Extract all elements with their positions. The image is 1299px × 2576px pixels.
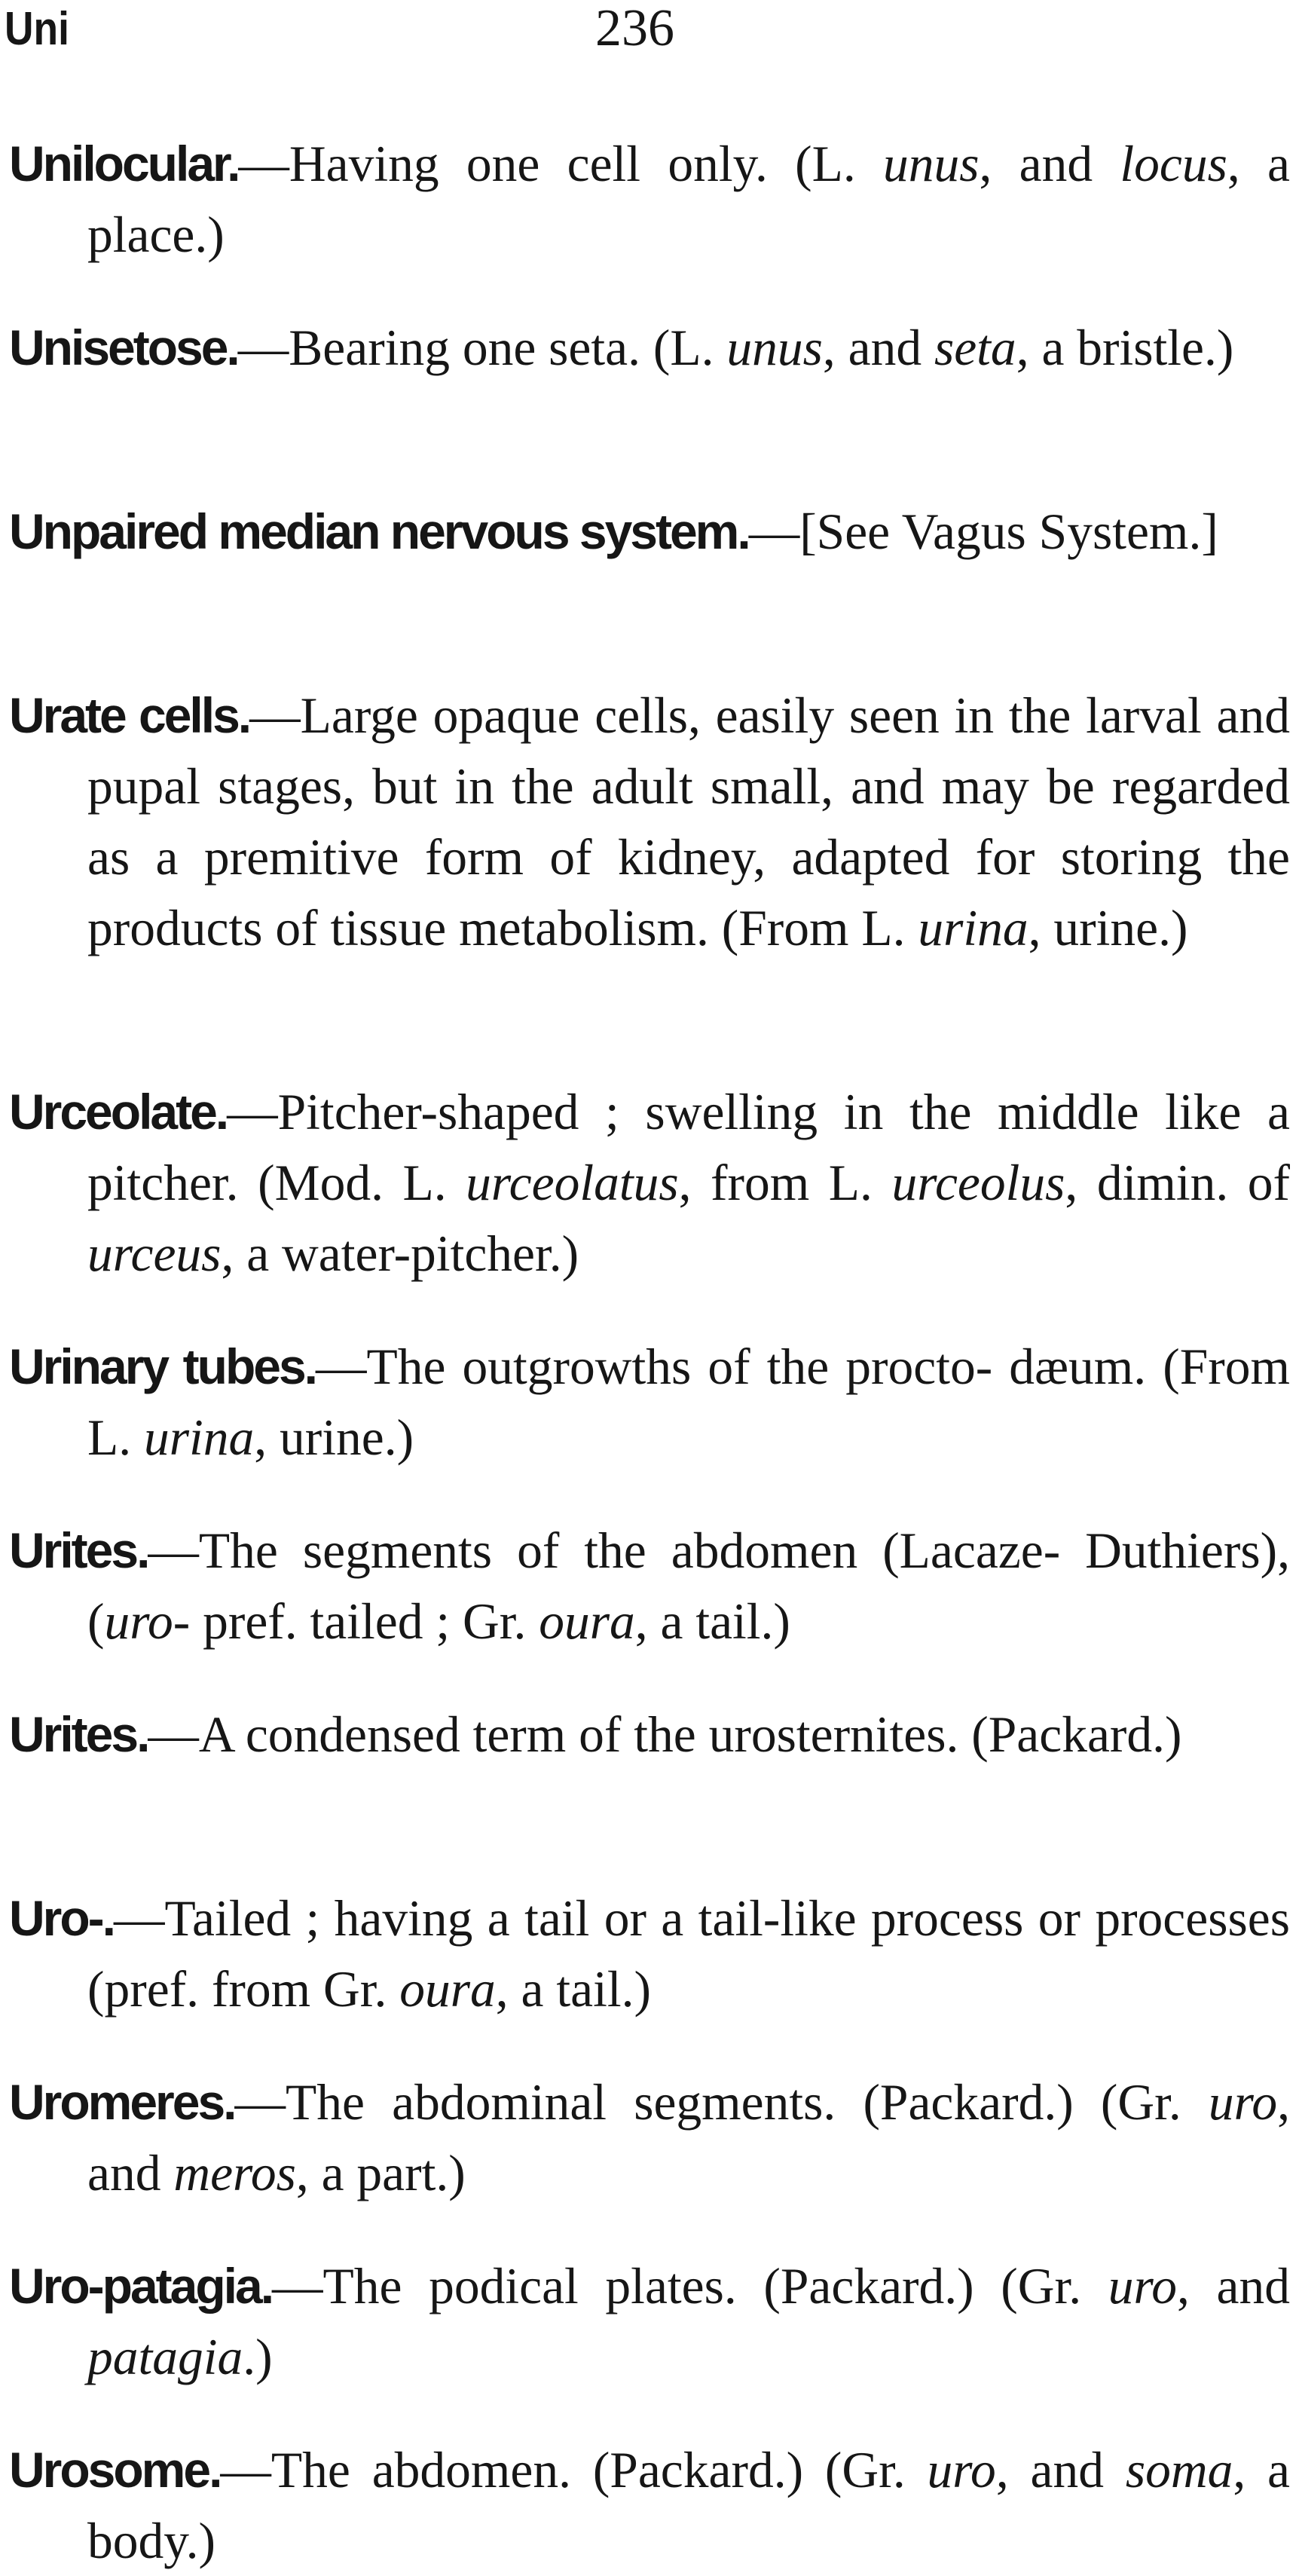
definition-text: —The outgrowths of the procto- dæum. (From L. <box>87 1338 1290 1466</box>
glossary-entry <box>9 2067 1290 2208</box>
entry-definition <box>87 136 1290 263</box>
definition-text: —A condensed term of the urosternites. (Packard.) <box>148 1706 1182 1763</box>
definition-text: pref. tailed ; Gr. <box>190 1593 539 1650</box>
definition-italic-text: soma <box>1125 2442 1233 2498</box>
definition-text: —Large opaque cells, easily seen in the larval and pupal stages, but in the adult small, and may be regarded as a premitive form of kidney, adapted for storing the products of tissue metabolism. (From L. <box>87 687 1290 956</box>
entry-term: Uromeres. <box>9 2074 235 2130</box>
entry-definition <box>87 1522 1290 1650</box>
entry-definition <box>87 2074 1290 2201</box>
definition-text: —The podical plates. (Packard.) (Gr. <box>272 2258 1108 2314</box>
definition-italic-text: urceolatus <box>466 1155 679 1211</box>
entry-definition <box>238 320 1234 376</box>
definition-text: , a part.) <box>295 2145 466 2201</box>
definition-text: , and <box>822 320 934 376</box>
entry-definition <box>87 1890 1290 2018</box>
entry-definition <box>87 687 1290 956</box>
definition-italic-text: urina <box>143 1409 255 1466</box>
glossary-entry <box>9 1331 1290 1473</box>
entry-term: Urosome. <box>9 2442 221 2498</box>
glossary-entry <box>9 1076 1290 1289</box>
entry-term: Unisetose. <box>9 320 238 375</box>
entry-definition <box>749 503 1218 560</box>
definition-text: —Having one cell only. (L. <box>238 136 883 192</box>
glossary-entry <box>9 496 1290 638</box>
entry-term: Urinary tubes. <box>9 1338 316 1394</box>
definition-italic-text: locus <box>1120 136 1227 192</box>
definition-text: , and <box>995 2442 1126 2498</box>
entry-term: Urate cells. <box>9 687 250 743</box>
definition-italic-text: seta <box>934 320 1016 376</box>
definition-text: —The abdominal segments. (Packard.) (Gr. <box>234 2074 1209 2131</box>
entry-definition <box>87 1084 1290 1282</box>
entry-term: Urites. <box>9 1522 148 1578</box>
glossary-entry <box>9 1699 1290 1840</box>
definition-italic-text: uro <box>1208 2074 1278 2131</box>
entry-term: Uro-. <box>9 1890 114 1946</box>
definition-text: , and <box>1177 2258 1290 2314</box>
entry-term: Urites. <box>9 1706 148 1762</box>
definition-text: , a tail.) <box>634 1593 790 1650</box>
definition-text: , a body.) <box>87 2442 1290 2569</box>
glossary-entry <box>9 1515 1290 1657</box>
definition-text: , urine.) <box>254 1409 414 1466</box>
definition-italic-text: oura <box>539 1593 635 1650</box>
guide-word: Uni <box>5 3 69 55</box>
definition-italic-text: uro- <box>104 1593 191 1650</box>
definition-italic-text: unus <box>726 320 823 376</box>
entry-term: Unilocular. <box>9 136 239 191</box>
page-header <box>0 0 1299 65</box>
entry-term: Uro-patagia. <box>9 2258 273 2314</box>
definition-italic-text: uro <box>1108 2258 1178 2314</box>
glossary-entry <box>9 680 1290 1034</box>
definition-text: , and <box>87 2074 1290 2201</box>
definition-text: —Pitcher-shaped ; swelling in the middle like a pitcher. (Mod. L. <box>87 1084 1290 1211</box>
definition-text: —The segments of the abdomen (Lacaze- Duthiers), ( <box>87 1522 1290 1650</box>
definition-italic-text: urina <box>918 900 1029 956</box>
definition-text: , a bristle.) <box>1016 320 1234 376</box>
definition-text: , a tail.) <box>495 1961 651 2018</box>
glossary-entry <box>9 2250 1290 2392</box>
definition-text: .) <box>243 2329 273 2385</box>
definition-text: —[See Vagus System.] <box>748 503 1218 560</box>
glossary-entry <box>9 1883 1290 2024</box>
definition-text: —The abdomen. (Packard.) (Gr. <box>220 2442 928 2498</box>
definition-italic-text: meros <box>173 2145 296 2201</box>
glossary-entry <box>9 2434 1290 2576</box>
definition-italic-text: unus <box>882 136 980 192</box>
entry-definition <box>148 1706 1181 1763</box>
definition-italic-text: uro <box>927 2442 996 2498</box>
definition-italic-text: patagia <box>87 2329 243 2385</box>
definition-text: —Bearing one seta. (L. <box>237 320 727 376</box>
glossary-entries <box>9 128 1290 2576</box>
page-number: 236 <box>595 0 674 57</box>
definition-text: , dimin. of <box>1065 1155 1290 1211</box>
definition-text: , and <box>979 136 1120 192</box>
glossary-entry <box>9 128 1290 270</box>
definition-text: , from L. <box>678 1155 892 1211</box>
entry-definition <box>87 2442 1290 2569</box>
definition-italic-text: urceus <box>87 1225 222 1282</box>
entry-term: Urceolate. <box>9 1084 228 1140</box>
definition-text: —Tailed ; having a tail or a tail-like process or processes (pref. from Gr. <box>87 1890 1290 2018</box>
definition-text: , a place.) <box>87 136 1290 263</box>
glossary-entry <box>9 312 1290 454</box>
definition-italic-text: oura <box>399 1961 496 2018</box>
definition-text: , a water-pitcher.) <box>221 1225 579 1282</box>
entry-term: Unpaired median nervous system. <box>9 503 749 559</box>
definition-text: , urine.) <box>1028 900 1188 956</box>
definition-italic-text: urceolus <box>891 1155 1065 1211</box>
